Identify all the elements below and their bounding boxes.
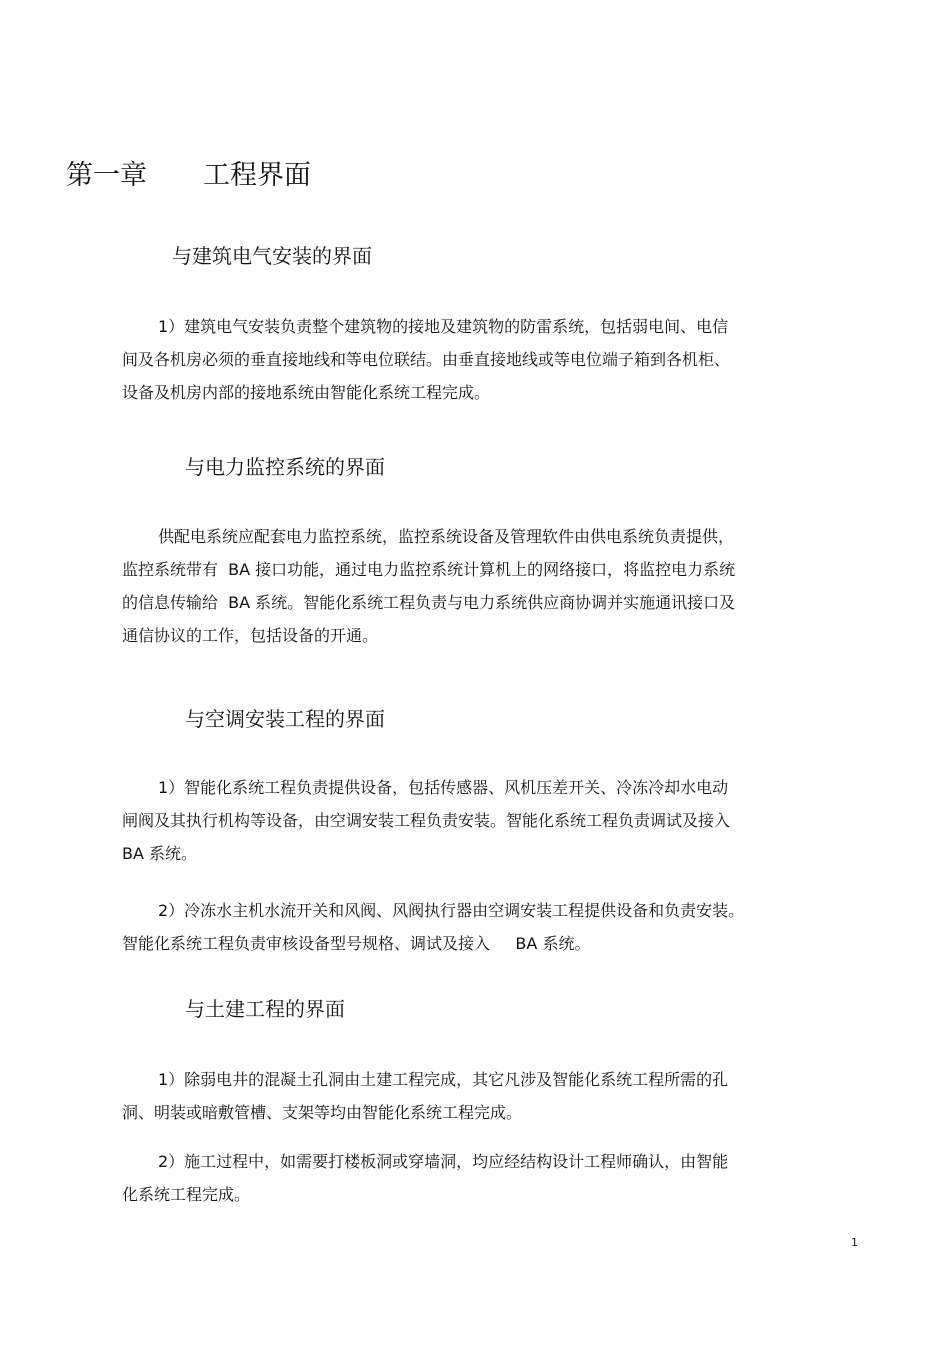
paragraph-line: 监控系统带有 BA 接口功能，通过电力监控系统计算机上的网络接口，将监控电力系统: [122, 560, 736, 579]
paragraph-line: 设备及机房内部的接地系统由智能化系统工程完成。: [122, 383, 491, 402]
paragraph: [122, 1145, 822, 1211]
section-heading-hvac: 与空调安装工程的界面: [185, 707, 385, 731]
page-number: 1: [851, 1236, 858, 1249]
paragraph: [122, 520, 822, 652]
chapter-title: [66, 156, 311, 196]
paragraph-line: 1）智能化系统工程负责提供设备，包括传感器、风机压差开关、冷冻冷却水电动: [158, 778, 729, 797]
paragraph-line: 通信协议的工作，包括设备的开通。: [122, 626, 379, 645]
paragraph-line: 闸阀及其执行机构等设备，由空调安装工程负责安装。智能化系统工程负责调试及接入: [122, 811, 731, 830]
paragraph-line: 1）建筑电气安装负责整个建筑物的接地及建筑物的防雷系统，包括弱电间、电信: [158, 317, 729, 336]
chapter-number: 第一章: [66, 160, 147, 191]
paragraph-line: 2）冷冻水主机水流开关和风阀、风阀执行器由空调安装工程提供设备和负责安装。: [158, 901, 745, 920]
paragraph: [122, 771, 822, 870]
chapter-name: 工程界面: [203, 160, 311, 191]
section-heading-civil: 与土建工程的界面: [185, 997, 345, 1021]
paragraph-line: 化系统工程完成。: [122, 1185, 251, 1204]
paragraph-line: 1）除弱电井的混凝土孔洞由土建工程完成，其它凡涉及智能化系统工程所需的孔: [158, 1070, 729, 1089]
paragraph: [122, 1063, 822, 1129]
paragraph-line: 供配电系统应配套电力监控系统，监控系统设备及管理软件由供电系统负责提供，: [158, 527, 735, 546]
paragraph-line: 洞、明装或暗敷管槽、支架等均由智能化系统工程完成。: [122, 1103, 523, 1122]
paragraph-line: 智能化系统工程负责审核设备型号规格、调试及接入 BA 系统。: [122, 934, 591, 953]
paragraph-line: 的信息传输给 BA 系统。智能化系统工程负责与电力系统供应商协调并实施通讯接口及: [122, 593, 736, 612]
paragraph: [122, 894, 822, 960]
paragraph-line: 2）施工过程中，如需要打楼板洞或穿墙洞，均应经结构设计工程师确认，由智能: [158, 1152, 729, 1171]
paragraph-line: BA 系统。: [122, 844, 198, 863]
section-heading-electrical: 与建筑电气安装的界面: [172, 244, 372, 268]
paragraph-line: 间及各机房必须的垂直接地线和等电位联结。由垂直接地线或等电位端子箱到各机柜、: [122, 350, 731, 369]
section-heading-power-monitoring: 与电力监控系统的界面: [185, 455, 385, 479]
paragraph: [122, 310, 822, 409]
